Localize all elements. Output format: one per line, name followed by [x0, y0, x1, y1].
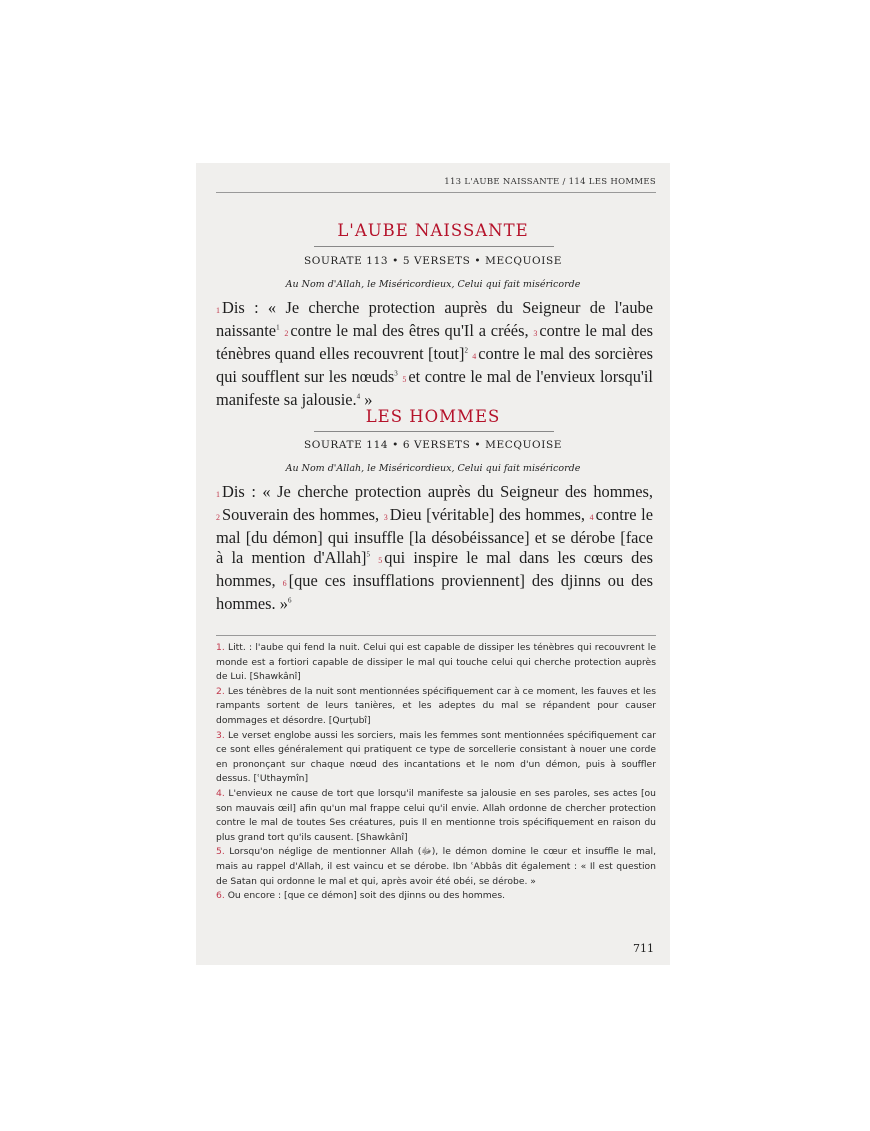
verse-number: 4	[472, 352, 477, 362]
footnote	[216, 685, 656, 729]
footnotes-rule	[216, 635, 656, 636]
verse-text: contre le mal des êtres qu'Il a créés,	[290, 321, 529, 341]
verse-text: Dis : « Je cherche protection auprès du Seigneur des hommes,	[222, 482, 653, 501]
verse-text: contre le mal des ténèbres quand elles recouvrent [tout]	[216, 321, 653, 364]
sura-114-meta: SOURATE 114 • 6 VERSETS • MECQUOISE	[303, 439, 563, 451]
running-head: 113 L'AUBE NAISSANTE / 114 LES HOMMES	[444, 177, 656, 187]
footnote-text: L'envieux ne cause de tort que lorsqu'il manifeste sa jalousie en ses paroles, ses actes [ou son mauvais œil] afin qu'un mal frappe celui qu'il envie. Allah ordonne de chercher protection contre le mal de toutes Ses créatures, puis Il en mentionne trois spécifiquement en raison du plus grand tort qu'ils causent. [Shawkânî]	[216, 787, 656, 843]
footnote-number: 2.	[216, 685, 225, 697]
footnote	[216, 729, 656, 787]
verse-text: qui inspire le mal dans les cœurs des hommes,	[216, 548, 654, 591]
verse-number: 3	[383, 513, 388, 523]
sura-113-basmala: Au Nom d'Allah, le Miséricordieux, Celui qui fait miséricorde	[285, 279, 581, 290]
verse-number: 5	[402, 375, 407, 385]
footnote-text: Les ténèbres de la nuit sont mentionnées spécifiquement car à ce moment, les fauves et les rampants sortent de leurs tanières, et les adeptes du mal se répandent pour causer dommages et désordre. [Qurṭubî]	[216, 685, 656, 726]
sura-114-title: LES HOMMES	[365, 407, 501, 426]
sura-114-basmala: Au Nom d'Allah, le Miséricordieux, Celui qui fait miséricorde	[285, 463, 581, 474]
footnote-text: Ou encore : [que ce démon] soit des djinns ou des hommes.	[224, 890, 506, 902]
footnote-number: 1.	[216, 642, 225, 653]
footnote-number: 6.	[216, 890, 225, 902]
footnote-number: 4.	[216, 787, 225, 799]
book-page	[196, 163, 670, 965]
footnote-number: 3.	[216, 729, 225, 741]
verse-text: contre le mal [du démon] qui insuffle [la désobéissance] et se dérobe [face à la mention d'Allah]	[216, 505, 653, 568]
page-number: 711	[633, 942, 654, 955]
footnote-text: Lorsqu'on néglige de mentionner Allah (ﷻ), le démon domine le cœur et insuffle le mal, mais au rappel d'Allah, il est vaincu et se dérobe. Ibn ʿAbbâs dit également : « Il est question de Satan qui ordonne le mal et qui, après avoir été obéi, se dérobe. »	[216, 846, 657, 887]
verse-text: Dieu [véritable] des hommes,	[389, 505, 586, 525]
sura-113-title: L'AUBE NAISSANTE	[337, 221, 529, 240]
footnote	[216, 787, 656, 845]
footnote	[216, 889, 656, 904]
sura-113-meta: SOURATE 113 • 5 VERSETS • MECQUOISE	[303, 255, 563, 267]
footnote-ref: 1	[276, 323, 280, 332]
verse-number: 4	[589, 513, 594, 523]
verse-text: Dis : « Je cherche protection auprès du Seigneur de l'aube naissante	[216, 298, 653, 341]
footnotes	[216, 641, 656, 904]
footnote-text: Litt. : l'aube qui fend la nuit. Celui qui est capable de dissiper les ténèbres qui recouvrent le monde est a fortiori capable de dissiper le mal qui touche celui qui cherche protection auprès de Lui. [Shawkânî]	[216, 642, 656, 683]
footnote-number: 5.	[216, 846, 225, 858]
footnote-ref: 6	[287, 597, 292, 605]
sura-114-verses	[216, 482, 653, 615]
verse-text: et contre le mal de l'envieux lorsqu'il manifeste sa jalousie.	[216, 367, 653, 410]
footnote-ref: 2	[464, 346, 468, 355]
header-rule	[216, 192, 656, 193]
verse-text: Souverain des hommes,	[222, 505, 380, 525]
sura-113-title-rule	[314, 246, 554, 247]
footnote	[216, 641, 656, 685]
verse-number: 5	[378, 556, 383, 566]
verse-number: 3	[533, 329, 538, 339]
verse-text: contre le mal des sorcières qui soufflent sur les nœuds	[216, 344, 653, 387]
sura-114-title-rule	[314, 431, 554, 432]
verse-number: 2	[216, 513, 220, 523]
verse-number: 1	[216, 490, 220, 499]
sura-113-verses	[216, 298, 653, 410]
footnote-ref: 3	[394, 369, 398, 378]
verse-number: 2	[284, 329, 289, 339]
footnote-ref: 5	[366, 550, 371, 559]
footnote-ref: 4	[356, 392, 361, 401]
verse-number: 6	[282, 579, 287, 589]
verse-text: [que ces insufflations proviennent] des djinns ou des hommes. »	[216, 571, 653, 614]
closing-quote: »	[364, 390, 373, 410]
verse-number: 1	[216, 306, 220, 315]
footnote-text: Le verset englobe aussi les sorciers, mais les femmes sont mentionnées spécifiquement car ce sont elles généralement qui pratiquent ce type de sorcellerie consistant à nouer une corde en prononçant sur chaque nœud des incantations et le nom d'un démon, puis à souffler dessus. [ʿUthaymîn]	[216, 729, 656, 785]
footnote	[216, 845, 656, 889]
